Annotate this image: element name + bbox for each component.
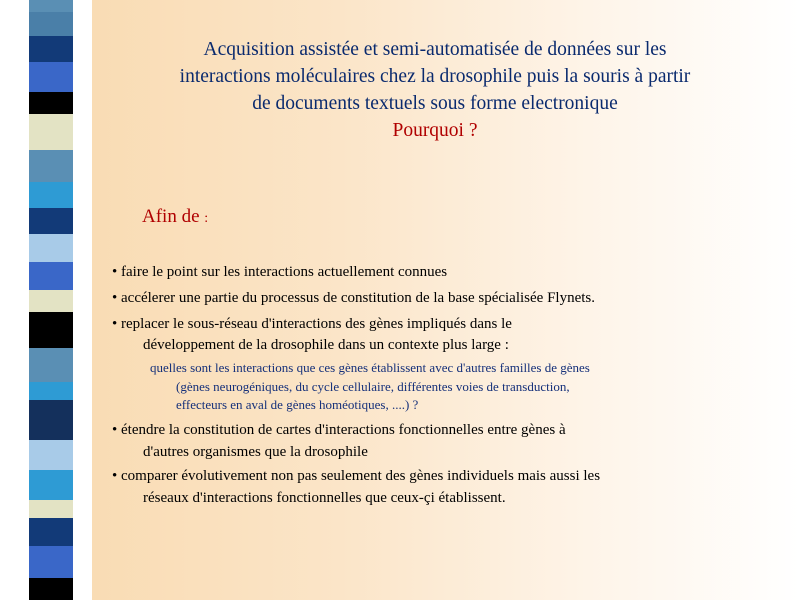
stripe-segment [29,290,73,312]
stripe-segment [29,348,73,382]
bullet-item: • faire le point sur les interactions actuellement connues [112,264,448,280]
stripe-segment [29,382,73,400]
stripe-segment [29,500,73,518]
stripe-segment [29,12,73,36]
decorative-stripe-bar [29,0,73,600]
stripe-segment [29,92,73,114]
title-line: interactions moléculaires chez la drosophile puis la souris à partir [179,66,691,87]
slide-title [95,36,775,144]
bullet-item: • étendre la constitution de cartes d'interactions fonctionnelles entre gènes à [112,422,566,438]
stripe-segment [29,470,73,500]
stripe-segment [29,440,73,470]
stripe-segment [29,518,73,546]
section-heading-colon: : [204,211,209,226]
stripe-segment [29,400,73,440]
bullet-item: • comparer évolutivement non pas seulement des gènes individuels mais aussi les [112,468,601,484]
stripe-segment [29,0,73,12]
stripe-segment [29,312,73,348]
bullet-item: • accélerer une partie du processus de constitution de la base spécialisée Flynets. [112,290,595,306]
note-line: quelles sont les interactions que ces gènes établissent avec d'autres familles de gènes [150,360,590,375]
stripe-segment [29,262,73,290]
title-question: Pourquoi ? [392,120,478,141]
stripe-segment [29,36,73,62]
stripe-segment [29,150,73,182]
stripe-segment [29,208,73,234]
section-heading [142,206,208,228]
bullet-item-continuation: développement de la drosophile dans un contexte plus large : [143,337,509,353]
stripe-segment [29,62,73,92]
section-heading-text: Afin de [142,206,200,227]
bullet-item-continuation: d'autres organismes que la drosophile [143,444,368,460]
bullet-item: • replacer le sous-réseau d'interactions des gènes impliqués dans le [112,316,512,332]
title-line: Acquisition assistée et semi-automatisée de données sur les [203,39,667,60]
note-line: effecteurs en aval de gènes homéotiques, ....) ? [176,397,419,412]
title-line: de documents textuels sous forme electronique [252,93,618,114]
stripe-segment [29,114,73,150]
stripe-segment [29,234,73,262]
stripe-segment [29,578,73,600]
stripe-segment [29,182,73,208]
stripe-segment [29,546,73,578]
note-line: (gènes neurogéniques, du cycle cellulaire, différentes voies de transduction, [176,379,570,394]
bullet-item-continuation: réseaux d'interactions fonctionnelles que ceux-çi établissent. [143,490,506,506]
